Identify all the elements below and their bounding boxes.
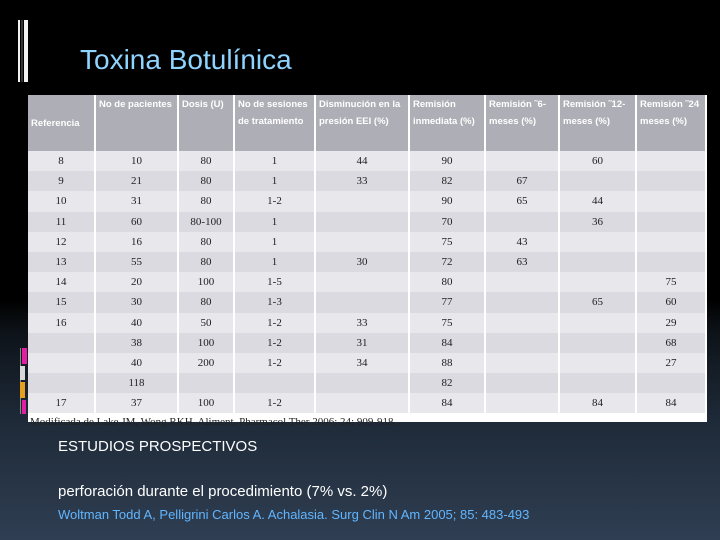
table-cell — [315, 191, 409, 211]
table-cell: 29 — [636, 313, 706, 333]
table-cell: 34 — [315, 353, 409, 373]
table-cell: 1-2 — [234, 393, 315, 413]
table-row — [28, 393, 706, 413]
col-header-remision-24m: Remisión ˜24 meses (%) — [636, 95, 706, 151]
decorative-stripe — [18, 20, 20, 82]
table-header-row — [28, 95, 706, 151]
table-cell: 1-5 — [234, 272, 315, 292]
table-cell: 1-2 — [234, 353, 315, 373]
table-cell: 65 — [485, 191, 559, 211]
table-cell: 75 — [409, 313, 485, 333]
table-cell: 33 — [315, 171, 409, 191]
decorative-stripe — [20, 348, 21, 414]
table-cell — [485, 212, 559, 232]
table-cell: 80 — [178, 252, 234, 272]
data-table-image — [28, 95, 707, 429]
table-cell — [28, 373, 95, 393]
table-row — [28, 373, 706, 393]
table-cell — [559, 373, 636, 393]
table-row — [28, 151, 706, 171]
section-heading: ESTUDIOS PROSPECTIVOS — [58, 438, 258, 455]
table-cell — [485, 272, 559, 292]
table-cell: 63 — [485, 252, 559, 272]
table-cell: 14 — [28, 272, 95, 292]
col-header-dosis: Dosis (U) — [178, 95, 234, 151]
table-cell: 60 — [95, 212, 178, 232]
table-row — [28, 232, 706, 252]
table-cell: 21 — [95, 171, 178, 191]
table-cell: 1 — [234, 212, 315, 232]
table-row — [28, 353, 706, 373]
table-row — [28, 313, 706, 333]
table-cell: 43 — [485, 232, 559, 252]
col-header-remision-12m: Remisión ˜12-meses (%) — [559, 95, 636, 151]
table-cell: 33 — [315, 313, 409, 333]
table-cell: 20 — [95, 272, 178, 292]
table-cell: 82 — [409, 373, 485, 393]
table-cell: 50 — [178, 313, 234, 333]
table-cell: 72 — [409, 252, 485, 272]
decorative-block — [20, 382, 25, 398]
table-cell: 77 — [409, 292, 485, 312]
table-cell: 15 — [28, 292, 95, 312]
table-cell — [315, 272, 409, 292]
table-cell — [636, 212, 706, 232]
table-cell: 40 — [95, 353, 178, 373]
table-cell: 84 — [636, 393, 706, 413]
table-cell: 100 — [178, 272, 234, 292]
table-cell — [636, 252, 706, 272]
table-cell: 84 — [409, 333, 485, 353]
table-cell — [485, 292, 559, 312]
table-cell: 27 — [636, 353, 706, 373]
body-text: perforación durante el procedimiento (7% vs. 2%) — [58, 483, 388, 500]
table-cell: 82 — [409, 171, 485, 191]
table-cell — [315, 212, 409, 232]
table-cell — [559, 252, 636, 272]
table-cell: 84 — [559, 393, 636, 413]
table-cell: 11 — [28, 212, 95, 232]
table-cell: 10 — [95, 151, 178, 171]
table-row — [28, 292, 706, 312]
table-cell: 1-3 — [234, 292, 315, 312]
table-cell — [485, 393, 559, 413]
table-cell — [485, 313, 559, 333]
table-cell: 80 — [178, 191, 234, 211]
table-cell: 100 — [178, 393, 234, 413]
table-cell — [315, 292, 409, 312]
table-cell: 60 — [636, 292, 706, 312]
table-row — [28, 191, 706, 211]
table-cell — [559, 313, 636, 333]
table-cell — [315, 232, 409, 252]
table-cell: 90 — [409, 151, 485, 171]
table-cell: 100 — [178, 333, 234, 353]
table-cell: 80 — [178, 171, 234, 191]
col-header-sesiones: No de sesiones de tratamiento — [234, 95, 315, 151]
table-cell — [559, 353, 636, 373]
table-row — [28, 252, 706, 272]
table-cell — [636, 151, 706, 171]
table-cell: 88 — [409, 353, 485, 373]
table-cell: 80 — [178, 151, 234, 171]
table-cell — [234, 373, 315, 393]
table-cell: 16 — [95, 232, 178, 252]
table-cell — [315, 373, 409, 393]
table-cell — [636, 171, 706, 191]
table-cell: 31 — [315, 333, 409, 353]
table-cell: 80-100 — [178, 212, 234, 232]
table-cell — [636, 373, 706, 393]
table-cell: 1-2 — [234, 333, 315, 353]
col-header-remision-inmediata: Remisión inmediata (%) — [409, 95, 485, 151]
table-cell — [485, 373, 559, 393]
decorative-block — [20, 366, 25, 380]
table-cell: 30 — [315, 252, 409, 272]
table-cell — [485, 151, 559, 171]
table-cell: 60 — [559, 151, 636, 171]
table-cell — [315, 393, 409, 413]
table-cell: 80 — [178, 292, 234, 312]
table-cell: 75 — [409, 232, 485, 252]
decorative-block — [22, 348, 27, 364]
table-cell: 37 — [95, 393, 178, 413]
table-cell: 1 — [234, 151, 315, 171]
table-cell: 1 — [234, 252, 315, 272]
table-cell: 16 — [28, 313, 95, 333]
studies-table — [28, 95, 707, 413]
table-cell — [485, 353, 559, 373]
table-cell: 118 — [95, 373, 178, 393]
table-cell — [178, 373, 234, 393]
table-cell: 84 — [409, 393, 485, 413]
table-cell: 12 — [28, 232, 95, 252]
col-header-pacientes: No de pacientes — [95, 95, 178, 151]
table-cell: 67 — [485, 171, 559, 191]
table-cell: 200 — [178, 353, 234, 373]
table-cell: 90 — [409, 191, 485, 211]
table-cell: 1 — [234, 171, 315, 191]
slide-title: Toxina Botulínica — [80, 44, 292, 75]
table-row — [28, 333, 706, 353]
table-cell: 80 — [178, 232, 234, 252]
table-cell: 36 — [559, 212, 636, 232]
table-cell — [636, 191, 706, 211]
table-cell — [28, 353, 95, 373]
table-cell: 38 — [95, 333, 178, 353]
table-cell — [636, 232, 706, 252]
table-row — [28, 212, 706, 232]
table-row — [28, 272, 706, 292]
col-header-disminucion: Disminución en la presión EEI (%) — [315, 95, 409, 151]
table-cell: 17 — [28, 393, 95, 413]
decorative-stripe — [24, 20, 28, 82]
table-cell: 30 — [95, 292, 178, 312]
table-cell: 70 — [409, 212, 485, 232]
table-cell: 55 — [95, 252, 178, 272]
table-cell — [485, 333, 559, 353]
table-cell — [559, 232, 636, 252]
table-footnote: Modificada de Lake JM, Wong RKH. Aliment. Pharmacol Ther 2006; 24: 909-918. — [30, 416, 397, 429]
decorative-stripe — [21, 20, 23, 82]
table-cell: 13 — [28, 252, 95, 272]
table-cell: 75 — [636, 272, 706, 292]
table-cell: 68 — [636, 333, 706, 353]
col-header-referencia: Referencia — [28, 95, 95, 151]
col-header-remision-6m: Remisión ˜6-meses (%) — [485, 95, 559, 151]
table-cell: 44 — [315, 151, 409, 171]
table-cell: 1 — [234, 232, 315, 252]
citation-text: Woltman Todd A, Pelligrini Carlos A. Achalasia. Surg Clin N Am 2005; 85: 483-493 — [58, 507, 530, 522]
table-cell: 65 — [559, 292, 636, 312]
table-cell — [559, 333, 636, 353]
decorative-block — [22, 400, 26, 414]
table-cell: 80 — [409, 272, 485, 292]
table-cell: 9 — [28, 171, 95, 191]
table-cell: 10 — [28, 191, 95, 211]
table-cell: 31 — [95, 191, 178, 211]
table-cell: 40 — [95, 313, 178, 333]
table-cell: 1-2 — [234, 313, 315, 333]
table-cell — [559, 171, 636, 191]
table-row — [28, 171, 706, 191]
table-cell: 1-2 — [234, 191, 315, 211]
table-cell — [28, 333, 95, 353]
table-cell — [559, 272, 636, 292]
table-cell: 44 — [559, 191, 636, 211]
table-cell: 8 — [28, 151, 95, 171]
